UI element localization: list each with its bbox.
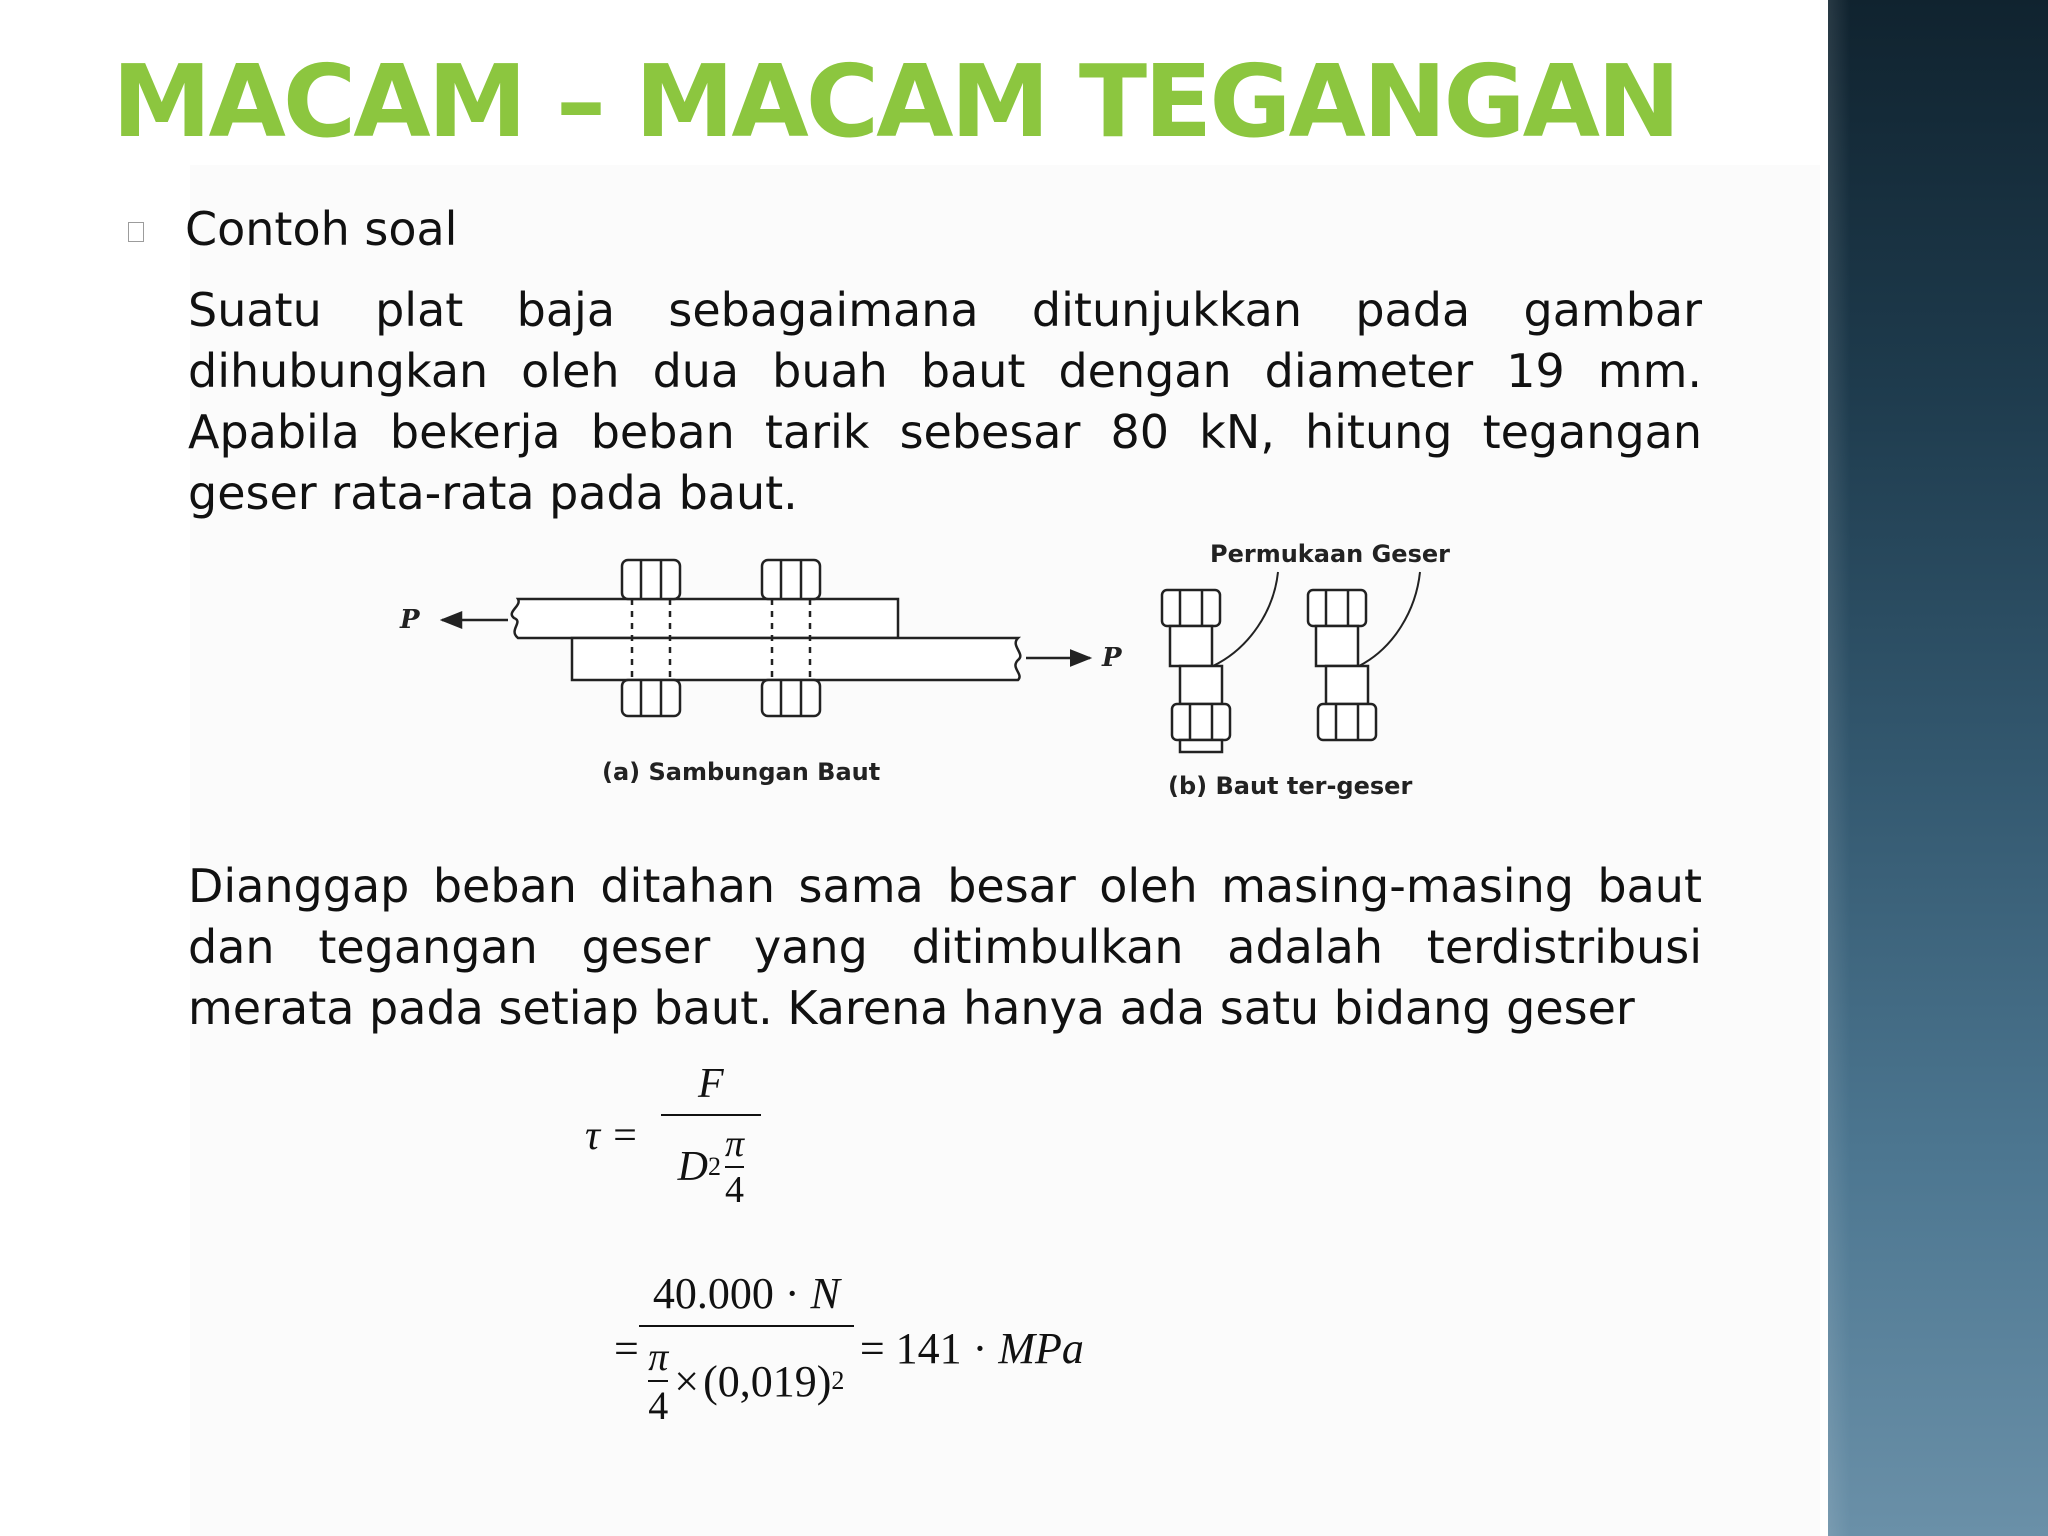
calc-result [860,1323,1084,1374]
pi-over-four [725,1122,744,1212]
assumption-paragraph: Dianggap beban ditahan sama besar oleh masing-masing baut dan tegangan geser yang ditimbulkan adalah terdistribusi merata pada setiap baut. Karena hanya ada satu bidang geser [188,859,1702,1035]
calc-equals: = [614,1324,639,1373]
times-sign: × [674,1356,700,1406]
formula-numerator: F [698,1061,724,1107]
caption-a: (a) Sambungan Baut [602,758,881,786]
calc-fraction [639,1268,854,1429]
caption-b: (b) Baut ter-geser [1168,772,1413,800]
side-decoration-band [1828,0,2048,1536]
bullet-square-icon [128,222,144,242]
problem-paragraph: Suatu plat baja sebagaimana ditunjukkan pada gambar dihubungkan oleh dua buah baut dengan diameter 19 mm. Apabila bekerja beban tarik sebesar 80 kN, hitung tegangan geser rata-rata pada baut. [188,283,1702,520]
shear-stress-calculation [614,1268,1084,1429]
force-value: 40.000 · [652,1269,811,1318]
formula-denominator [678,1116,744,1212]
diameter-value: (0,019) [703,1356,832,1406]
tau-equals: τ = [585,1113,639,1159]
calc-pi-over-four [648,1333,668,1429]
shear-stress-formula [585,1060,761,1212]
pi-symbol: π [725,1123,745,1165]
calc-numerator [639,1268,854,1325]
calc-pi: π [648,1334,669,1379]
band-highlight [1828,0,1850,1536]
joint-drawing [442,560,1090,716]
force-label-left: P [400,605,420,635]
bolt-joint-diagram [390,530,1460,820]
formula-fraction [661,1060,761,1212]
result-unit: MPa [998,1324,1084,1373]
force-unit: N [810,1269,840,1318]
slide-title: MACAM – MACAM TEGANGAN [112,43,1678,160]
result-value: = 141 · [859,1324,999,1373]
diameter-symbol: D [677,1144,709,1190]
calc-four: 4 [648,1383,669,1428]
bolt-joint-figure [390,530,1460,820]
diameter-exponent: 2 [708,1152,722,1181]
four-symbol: 4 [725,1169,745,1211]
diameter-value-exponent: 2 [831,1366,845,1395]
calc-denominator [648,1327,844,1429]
sheared-bolts-drawing [1162,590,1376,752]
force-label-right: P [1102,643,1122,673]
shear-surface-label: Permukaan Geser [1210,540,1450,568]
bullet-text: Contoh soal [185,202,458,256]
